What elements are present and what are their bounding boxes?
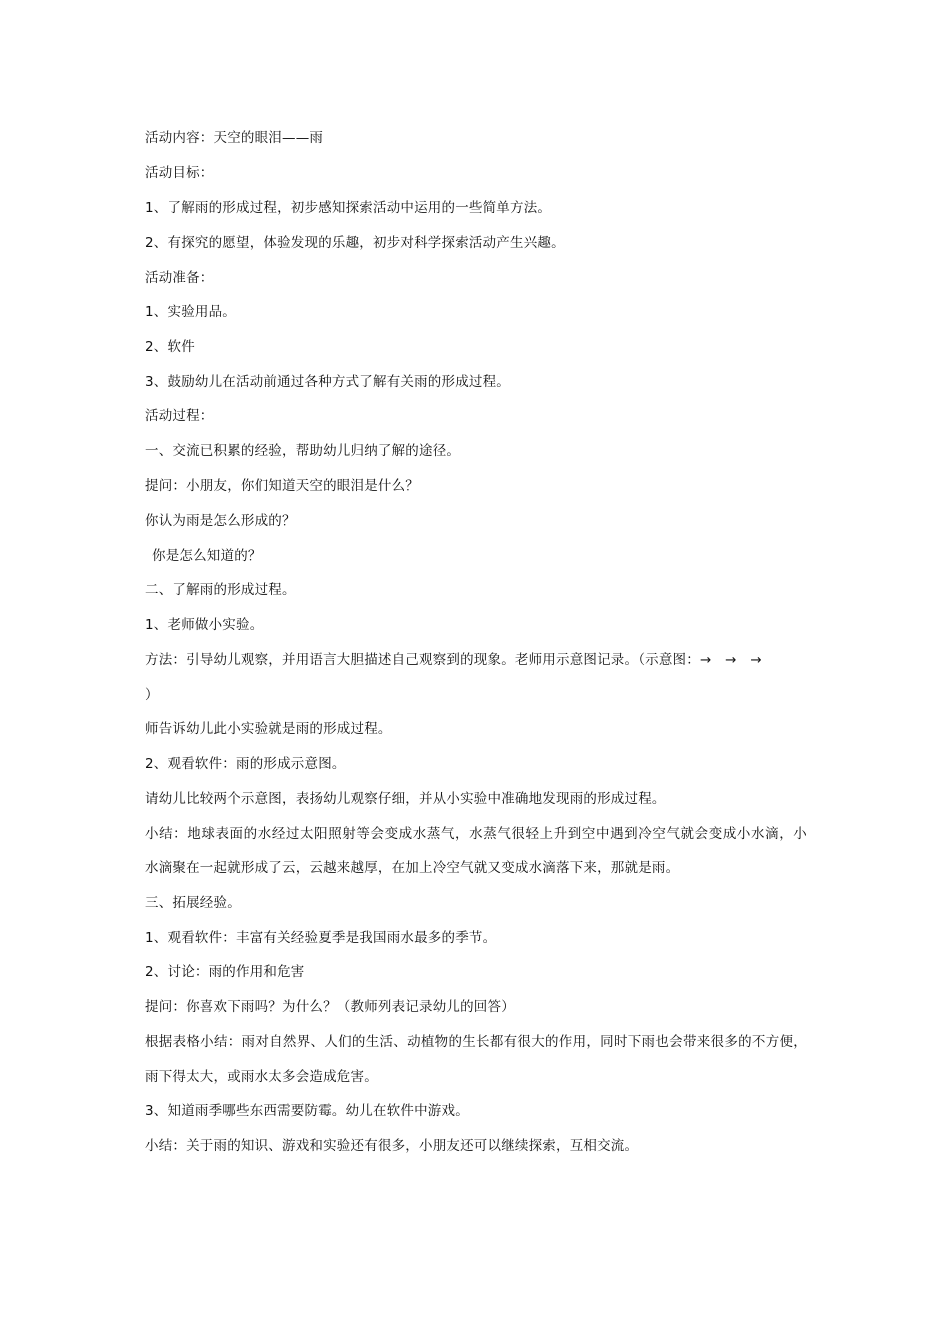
- paragraph-line: 师告诉幼儿此小实验就是雨的形成过程。: [145, 721, 392, 737]
- paragraph-line: 你认为雨是怎么形成的？: [145, 513, 296, 529]
- paragraph-line: 2、观看软件：雨的形成示意图。: [145, 756, 346, 772]
- process-heading: 活动过程：: [145, 408, 214, 424]
- section-heading: 二、了解雨的形成过程。: [145, 582, 296, 598]
- paragraph-line: 1、观看软件：丰富有关经验夏季是我国雨水最多的季节。: [145, 930, 497, 946]
- paragraph-line: 请幼儿比较两个示意图，表扬幼儿观察仔细，并从小实验中准确地发现雨的形成过程。: [145, 791, 666, 807]
- paragraph-line: 你是怎么知道的？: [152, 548, 262, 564]
- section-heading: 一、交流已积累的经验，帮助幼儿归纳了解的途径。: [145, 443, 461, 459]
- paragraph-line: 雨下得太大，或雨水太多会造成危害。: [145, 1069, 378, 1085]
- paragraph-line: 提问：小朋友，你们知道天空的眼泪是什么？: [145, 478, 419, 494]
- preparation-item: 3、鼓励幼儿在活动前通过各种方式了解有关雨的形成过程。: [145, 374, 510, 390]
- paragraph-line: 3、知道雨季哪些东西需要防霉。幼儿在软件中游戏。: [145, 1103, 469, 1119]
- paragraph-line: 1、老师做小实验。: [145, 617, 264, 633]
- paragraph-line: 小结：关于雨的知识、游戏和实验还有很多，小朋友还可以继续探索，互相交流。: [145, 1138, 639, 1154]
- paragraph-line: 水滴聚在一起就形成了云，云越来越厚，在加上冷空气就又变成水滴落下来，那就是雨。: [145, 860, 680, 876]
- section-heading: 三、拓展经验。: [145, 895, 241, 911]
- paragraph-line: 根据表格小结：雨对自然界、人们的生活、动植物的生长都有很大的作用，同时下雨也会带来很多的不方便，: [145, 1034, 807, 1050]
- preparation-item: 2、软件: [145, 339, 195, 355]
- goal-item: 1、了解雨的形成过程，初步感知探索活动中运用的一些简单方法。: [145, 200, 552, 216]
- paragraph-line: 方法：引导幼儿观察，并用语言大胆描述自己观察到的现象。老师用示意图记录。（示意图：→ → →: [145, 652, 762, 668]
- preparation-heading: 活动准备：: [145, 270, 214, 286]
- paragraph-line: 2、讨论：雨的作用和危害: [145, 964, 305, 980]
- goals-heading: 活动目标：: [145, 165, 214, 181]
- paragraph-line: 提问：你喜欢下雨吗？为什么？（教师列表记录幼儿的回答）: [145, 999, 515, 1015]
- goal-item: 2、有探究的愿望，体验发现的乐趣，初步对科学探索活动产生兴趣。: [145, 235, 565, 251]
- paragraph-line: ）: [145, 687, 159, 703]
- paragraph-line: 小结：地球表面的水经过太阳照射等会变成水蒸气，水蒸气很轻上升到空中遇到冷空气就会变成小水滴，小: [145, 826, 807, 842]
- preparation-item: 1、实验用品。: [145, 304, 236, 320]
- activity-title: 活动内容：天空的眼泪——雨: [145, 130, 324, 146]
